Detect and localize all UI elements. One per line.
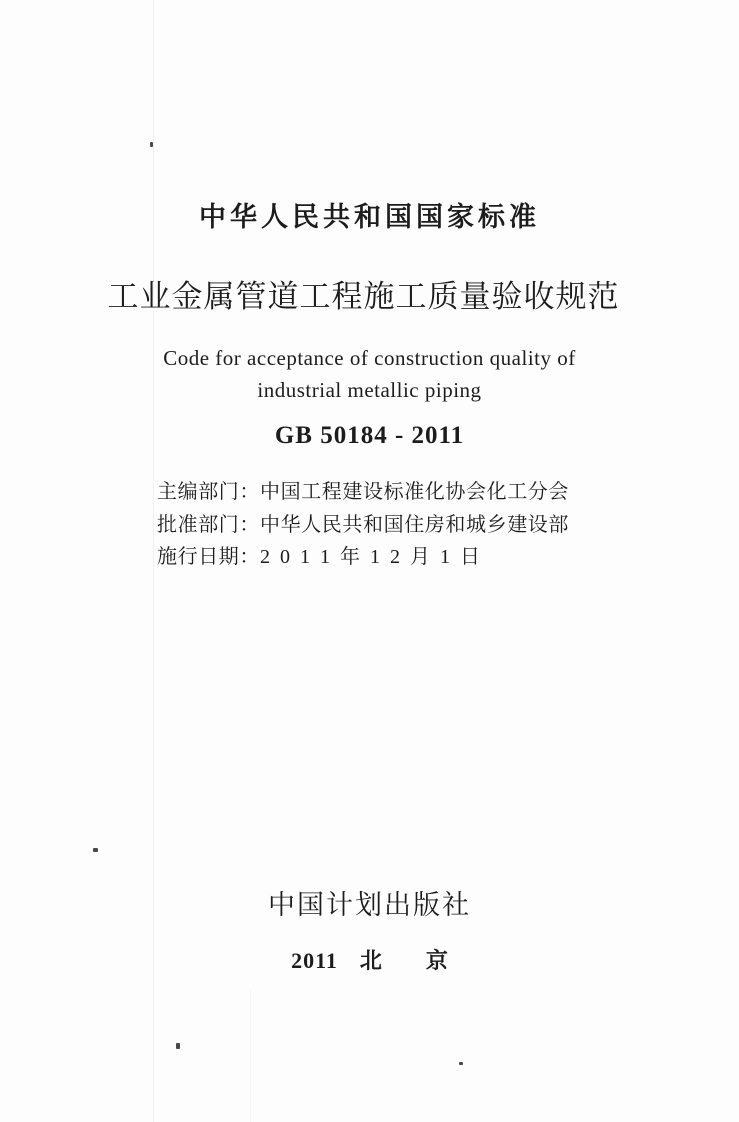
- document-title-english: [0, 342, 739, 406]
- imprint-city: 北 京: [359, 948, 448, 973]
- detail-value: 中国工程建设标准化协会化工分会: [260, 481, 569, 503]
- document-title-english-line2: industrial metallic piping: [257, 378, 482, 402]
- publisher-name: 中国计划出版社: [268, 890, 471, 920]
- detail-row-chief-editing-department: [157, 476, 569, 509]
- detail-label: 批准部门：: [157, 513, 260, 536]
- document-title-english-line1: Code for acceptance of construction quality of: [163, 346, 576, 370]
- detail-row-approving-department: [157, 509, 569, 542]
- standard-number: GB 50184 - 2011: [274, 422, 465, 449]
- scan-speck: [459, 1062, 463, 1065]
- detail-label: 主编部门：: [157, 481, 260, 503]
- imprint-line: [0, 944, 739, 975]
- document-title-chinese: 工业金属管道工程施工质量验收规范: [107, 279, 620, 314]
- scan-speck: [93, 848, 98, 852]
- detail-row-implementation-date: [157, 541, 569, 574]
- imprint-year: 2011: [291, 948, 338, 973]
- standard-category-heading: 中华人民共和国国家标准: [199, 202, 540, 232]
- scan-artifact-line: [250, 990, 251, 1122]
- detail-value: 中华人民共和国住房和城乡建设部: [260, 513, 569, 536]
- scan-speck: [150, 142, 153, 147]
- scan-speck: [176, 1043, 180, 1049]
- publication-details: [157, 476, 569, 574]
- detail-value: 2 0 1 1 年 1 2 月 1 日: [260, 546, 483, 568]
- detail-label: 施行日期：: [157, 546, 260, 568]
